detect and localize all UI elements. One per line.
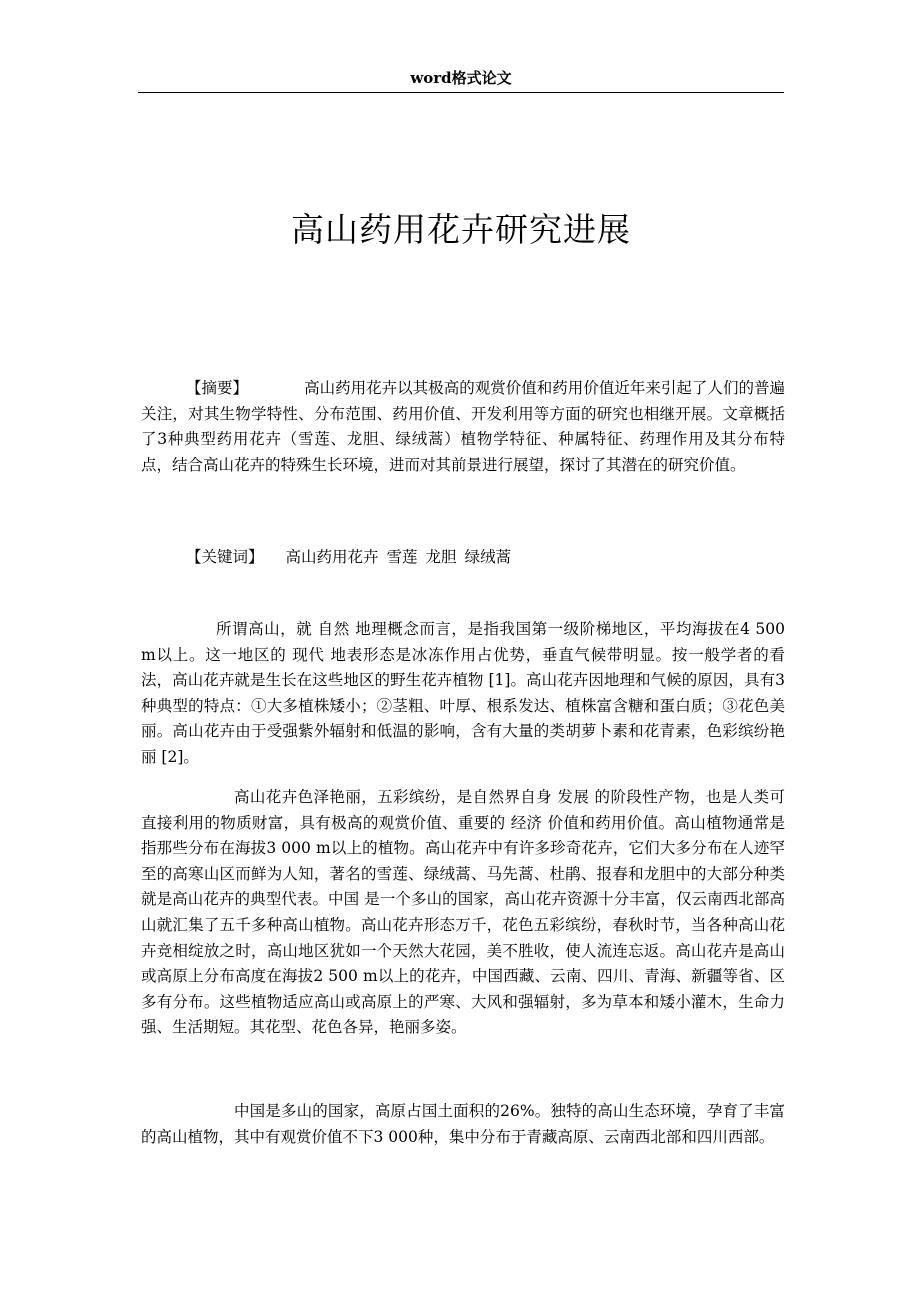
body-paragraph: 所谓高山，就 自然 地理概念而言，是指我国第一级阶梯地区，平均海拔在4 500 m以上。这一地区的 现代 地表形态是冰冻作用占优势，垂直气候带明显。按一般学者的看法，高山花卉就是生长在这些地区的野生花卉植物 [1]。高山花卉因地理和气候的原因，具有3种典型的特点：①大多植株矮小；②茎粗、叶厚、根系发达、植株富含糖和蛋白质；③花色美丽。高山花卉由于受强紫外辐射和低温的影响，含有大量的类胡萝卜素和花青素，色彩缤纷艳丽 [2]。 — [141, 620, 785, 766]
keyword-item: 绿绒蒿 — [464, 548, 512, 566]
keywords-label: 【关键词】 — [186, 548, 264, 566]
header-divider — [138, 92, 784, 93]
abstract-paragraph — [141, 376, 785, 478]
document-title: 高山药用花卉研究进展 — [291, 210, 631, 249]
running-header: word格式论文 — [410, 69, 512, 87]
body-paragraph: 中国是多山的国家，高原占国土面积的26%。独特的高山生态环境，孕育了丰富的高山植物，其中有观赏价值不下3 000种，集中分布于青藏高原、云南西北部和四川西部。 — [141, 1102, 785, 1146]
abstract-label: 【摘要】 — [186, 379, 249, 397]
keywords-paragraph — [141, 545, 785, 571]
keyword-item: 高山药用花卉 — [285, 548, 379, 566]
keyword-item: 龙胆 — [425, 548, 457, 566]
body-paragraph: 高山花卉色泽艳丽，五彩缤纷，是自然界自身 发展 的阶段性产物，也是人类可直接利用的物质财富，具有极高的观赏价值、重要的 经济 价值和药用价值。高山植物通常是指那些分布在海拔3 000 m以上的植物。高山花卉中有许多珍奇花卉，它们大多分布在人迹罕至的高寒山区而鲜为人知，著名的雪莲、绿绒蒿、马先蒿、杜鹃、报春和龙胆中的大部分种类就是高山花卉的典型代表。中国 是一个多山的国家，高山花卉资源十分丰富，仅云南西北部高山就汇集了五千多种高山植物。高山花卉形态万千，花色五彩缤纷，春秋时节，当各种高山花卉竞相绽放之时，高山地区犹如一个天然大花园，美不胜收，使人流连忘返。高山花卉是高山或高原上分布高度在海拔2 500 m以上的花卉，中国西藏、云南、四川、青海、新疆等省、区多有分布。这些植物适应高山或高原上的严寒、大风和强辐射，多为草本和矮小灌木，生命力强、生活期短。其花型、花色各异，艳丽多姿。 — [141, 788, 785, 1037]
abstract-text: 高山药用花卉以其极高的观赏价值和药用价值近年来引起了人们的普遍关注，对其生物学特性、分布范围、药用价值、开发利用等方面的研究也相继开展。文章概括了3种典型药用花卉（雪莲、龙胆、绿绒蒿）植物学特征、种属特征、药理作用及其分布特点，结合高山花卉的特殊生长环境，进而对其前景进行展望，探讨了其潜在的研究价值。 — [141, 379, 785, 474]
keyword-item: 雪莲 — [386, 548, 418, 566]
